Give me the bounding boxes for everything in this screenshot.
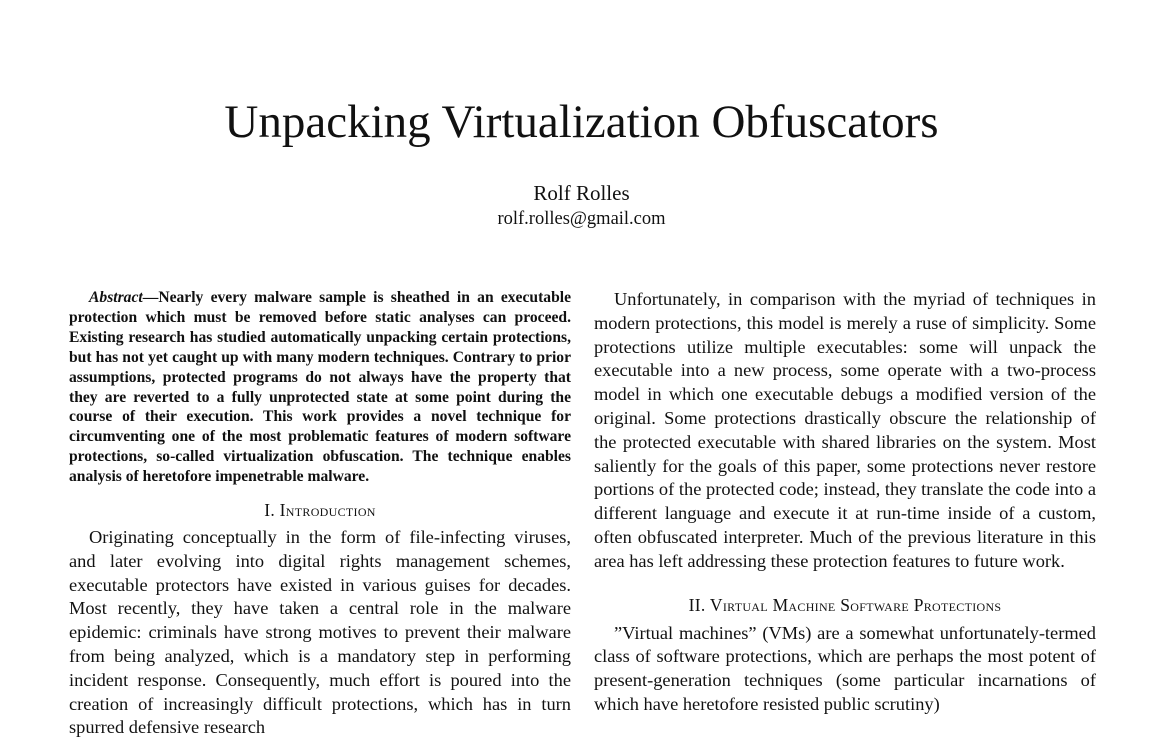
abstract-text: —Nearly every malware sample is sheathed in an executable protection which must be removed before static analyses can proceed. Existing research has studied automatically unpacking certain protections, but has not yet caught up with many modern techniques. Contrary to prior assumptions, protected programs do not always have the property that they are reverted to a fully unprotected state at some point during the course of their execution. This work provides a novel technique for circumventing one of the most problematic features of modern software protections, so-called virtualization obfuscation. The technique enables analysis of heretofore impenetrable malware. xyxy=(69,289,571,486)
section-heading-vm-protections: II. Virtual Machine Software Protections xyxy=(688,594,1002,615)
section-heading-introduction: I. Introduction xyxy=(264,500,376,521)
right-column-paragraph: Unfortunately, in comparison with the myriad of techniques in modern protections, this model is merely a ruse of simplicity. Some protections utilize multiple executables: some will unpack the executable into a new process, some operate with a two-process model in which one executable debugs a modified version of the original. Some protections drastically obscure the relationship of the protected executable with shared libraries on the system. Most saliently for the goals of this paper, some protections never restore portions of the protected code; instead, they translate the code into a different language and execute it at run-time inside of a custom, often obfuscated interpreter. Much of the previous literature in this area has left addressing these protection features to future work. xyxy=(594,289,1096,571)
author-name: Rolf Rolles xyxy=(533,181,630,205)
author-email: rolf.rolles@gmail.com xyxy=(497,209,666,229)
abstract-label: Abstract xyxy=(89,289,143,306)
paper-title: Unpacking Virtualization Obfuscators xyxy=(224,96,939,148)
introduction-paragraph: Originating conceptually in the form of file-infecting viruses, and later evolving into digital rights management schemes, executable protectors have existed in various guises for decades. Most recently, they have taken a central role in the malware epidemic: criminals have strong motives to prevent their malware from being analyzed, which is a mandatory step in performing incident response. Consequently, much effort is poured into the creation of increasingly difficult protections, which has in turn spurred defensive research xyxy=(69,527,571,738)
vm-protections-paragraph: ”Virtual machines” (VMs) are a somewhat unfortunately-termed class of software protections, which are perhaps the most potent of present-generation techniques (some particular incarnations of which have heretofore resisted public scrutiny) xyxy=(594,622,1096,714)
left-column xyxy=(69,288,571,740)
abstract xyxy=(69,288,571,487)
right-column xyxy=(594,288,1096,717)
